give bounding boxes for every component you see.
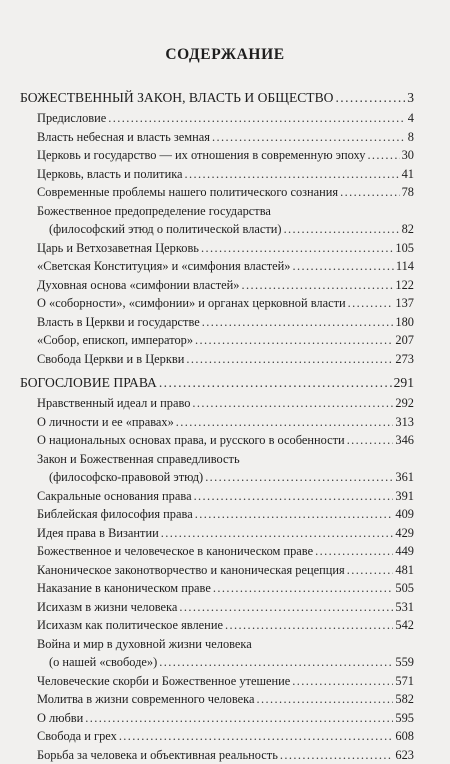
toc-entry-page: 531: [395, 598, 414, 617]
toc-entry-page: 41: [402, 165, 414, 184]
toc-entry: [37, 109, 414, 128]
toc-entry-page: 82: [402, 220, 414, 239]
toc-entry-title: (о нашей «свободе»): [49, 653, 157, 672]
dot-leader: [256, 690, 393, 709]
dot-leader: [212, 128, 406, 147]
toc-entry-title: Царь и Ветхозаветная Церковь: [37, 239, 199, 258]
toc-entry-page: 449: [395, 542, 414, 561]
dot-leader: [205, 468, 393, 487]
dot-leader: [340, 183, 399, 202]
toc-entry-page: 273: [395, 350, 414, 369]
dot-leader: [292, 257, 393, 276]
dot-leader: [194, 487, 394, 506]
dot-leader: [347, 561, 394, 580]
toc-entry-title: «Светская Конституция» и «симфония властей»: [37, 257, 290, 276]
table-of-contents: [0, 86, 450, 764]
dot-leader: [185, 165, 400, 184]
toc-entry-title: Библейская философия права: [37, 505, 193, 524]
toc-entry-page: 542: [395, 616, 414, 635]
dot-leader: [225, 616, 393, 635]
toc-entry: [37, 579, 414, 598]
toc-entry-page: 559: [395, 653, 414, 672]
toc-entry-page: 608: [395, 727, 414, 746]
toc-entry: [37, 350, 414, 369]
toc-entry-title-line1: Закон и Божественная справедливость: [37, 450, 450, 469]
toc-entry: [37, 727, 414, 746]
toc-entry-title: Нравственный идеал и право: [37, 394, 190, 413]
dot-leader: [159, 371, 392, 394]
toc-entry: [37, 394, 414, 413]
dot-leader: [336, 86, 406, 109]
toc-entry-page: 292: [395, 394, 414, 413]
toc-entry-title: Власть небесная и власть земная: [37, 128, 210, 147]
toc-entry: [37, 239, 414, 258]
toc-entry-page: 8: [408, 128, 414, 147]
toc-entry-title: О любви: [37, 709, 83, 728]
toc-entry-title: Церковь и государство — их отношения в современную эпоху: [37, 146, 365, 165]
toc-entry: [37, 146, 414, 165]
toc-entry-page: 4: [408, 109, 414, 128]
dot-leader: [186, 350, 393, 369]
dot-leader: [176, 413, 394, 432]
toc-entry-page: 78: [402, 183, 414, 202]
toc-section-page: 291: [394, 371, 414, 394]
dot-leader: [348, 294, 394, 313]
dot-leader: [195, 505, 394, 524]
toc-entry-title: Предисловие: [37, 109, 106, 128]
toc-entry-title: «Собор, епископ, император»: [37, 331, 193, 350]
toc-entry: [37, 487, 414, 506]
toc-section: [20, 371, 414, 394]
dot-leader: [241, 276, 393, 295]
toc-entry-page: 313: [395, 413, 414, 432]
dot-leader: [119, 727, 394, 746]
toc-entry-title: Свобода и грех: [37, 727, 117, 746]
toc-entry-title: Молитва в жизни современного человека: [37, 690, 254, 709]
dot-leader: [347, 431, 394, 450]
toc-entry-page: 481: [395, 561, 414, 580]
dot-leader: [192, 394, 393, 413]
dot-leader: [202, 313, 394, 332]
toc-entry-title: Идея права в Византии: [37, 524, 159, 543]
toc-section: [20, 86, 414, 109]
toc-entry: [37, 257, 414, 276]
dot-leader: [161, 524, 394, 543]
dot-leader: [367, 146, 399, 165]
toc-entry: [37, 331, 414, 350]
toc-entry-title: Церковь, власть и политика: [37, 165, 183, 184]
toc-entry-title: Исихазм в жизни человека: [37, 598, 177, 617]
toc-entry-page: 207: [395, 331, 414, 350]
toc-entry: [37, 505, 414, 524]
dot-leader: [284, 220, 400, 239]
toc-entry-title: (философский этюд о политической власти): [49, 220, 282, 239]
toc-entry-title: Наказание в каноническом праве: [37, 579, 211, 598]
toc-entry: [37, 413, 414, 432]
toc-entry-title: Каноническое законотворчество и каноническая рецепция: [37, 561, 345, 580]
toc-entry-title: (философско-правовой этюд): [49, 468, 203, 487]
dot-leader: [201, 239, 393, 258]
toc-entry: [37, 690, 414, 709]
toc-section-title: БОГОСЛОВИЕ ПРАВА: [20, 371, 157, 394]
toc-entry-page: 582: [395, 690, 414, 709]
toc-entry-title: О личности и ее «правах»: [37, 413, 174, 432]
toc-entry-title: Исихазм как политическое явление: [37, 616, 223, 635]
toc-entry-title: Божественное и человеческое в каноническом праве: [37, 542, 313, 561]
toc-entry: [37, 672, 414, 691]
toc-section-page: 3: [407, 86, 414, 109]
dot-leader: [195, 331, 393, 350]
dot-leader: [292, 672, 393, 691]
toc-entry: [37, 746, 414, 764]
toc-entry-title: Современные проблемы нашего политического сознания: [37, 183, 338, 202]
toc-entry: [37, 709, 414, 728]
dot-leader: [85, 709, 393, 728]
toc-section-title: БОЖЕСТВЕННЫЙ ЗАКОН, ВЛАСТЬ И ОБЩЕСТВО: [20, 86, 334, 109]
toc-entry-page: 114: [396, 257, 414, 276]
toc-entry-page: 137: [395, 294, 414, 313]
toc-entry: [49, 653, 414, 672]
toc-entry-title: О национальных основах права, и русского в особенности: [37, 431, 345, 450]
toc-entry-title-line1: Война и мир в духовной жизни человека: [37, 635, 450, 654]
toc-entry-title: Свобода Церкви и в Церкви: [37, 350, 184, 369]
toc-entry-page: 346: [395, 431, 414, 450]
toc-entry-page: 409: [395, 505, 414, 524]
toc-entry: [49, 220, 414, 239]
toc-entry-title: Духовная основа «симфонии властей»: [37, 276, 239, 295]
toc-entry-page: 505: [395, 579, 414, 598]
toc-entry-page: 571: [395, 672, 414, 691]
toc-entry-title: Сакральные основания права: [37, 487, 192, 506]
toc-entry-page: 122: [395, 276, 414, 295]
toc-entry-title-line1: Божественное предопределение государства: [37, 202, 450, 221]
toc-entry: [37, 276, 414, 295]
toc-entry-page: 180: [395, 313, 414, 332]
toc-entry-title: Борьба за человека и объективная реальность: [37, 746, 278, 764]
dot-leader: [179, 598, 393, 617]
dot-leader: [213, 579, 394, 598]
toc-entry: [37, 561, 414, 580]
toc-entry: [37, 524, 414, 543]
toc-entry: [37, 165, 414, 184]
dot-leader: [159, 653, 393, 672]
toc-entry: [37, 294, 414, 313]
toc-entry-page: 361: [395, 468, 414, 487]
toc-entry-page: 30: [402, 146, 414, 165]
toc-entry: [37, 542, 414, 561]
toc-entry: [37, 183, 414, 202]
toc-entry-title: Власть в Церкви и государстве: [37, 313, 200, 332]
toc-entry-page: 429: [395, 524, 414, 543]
toc-entry-page: 595: [395, 709, 414, 728]
toc-entry-page: 105: [395, 239, 414, 258]
dot-leader: [315, 542, 393, 561]
toc-entry-page: 391: [395, 487, 414, 506]
toc-entry: [37, 313, 414, 332]
toc-entry: [37, 431, 414, 450]
toc-entry: [37, 616, 414, 635]
toc-entry-title: Человеческие скорби и Божественное утешение: [37, 672, 290, 691]
page-title: СОДЕРЖАНИЕ: [0, 46, 450, 64]
toc-entry-title: О «соборности», «симфонии» и органах церковной власти: [37, 294, 346, 313]
toc-entry: [37, 128, 414, 147]
toc-entry-page: 623: [395, 746, 414, 764]
toc-entry: [49, 468, 414, 487]
toc-entry: [37, 598, 414, 617]
dot-leader: [108, 109, 406, 128]
dot-leader: [280, 746, 394, 764]
